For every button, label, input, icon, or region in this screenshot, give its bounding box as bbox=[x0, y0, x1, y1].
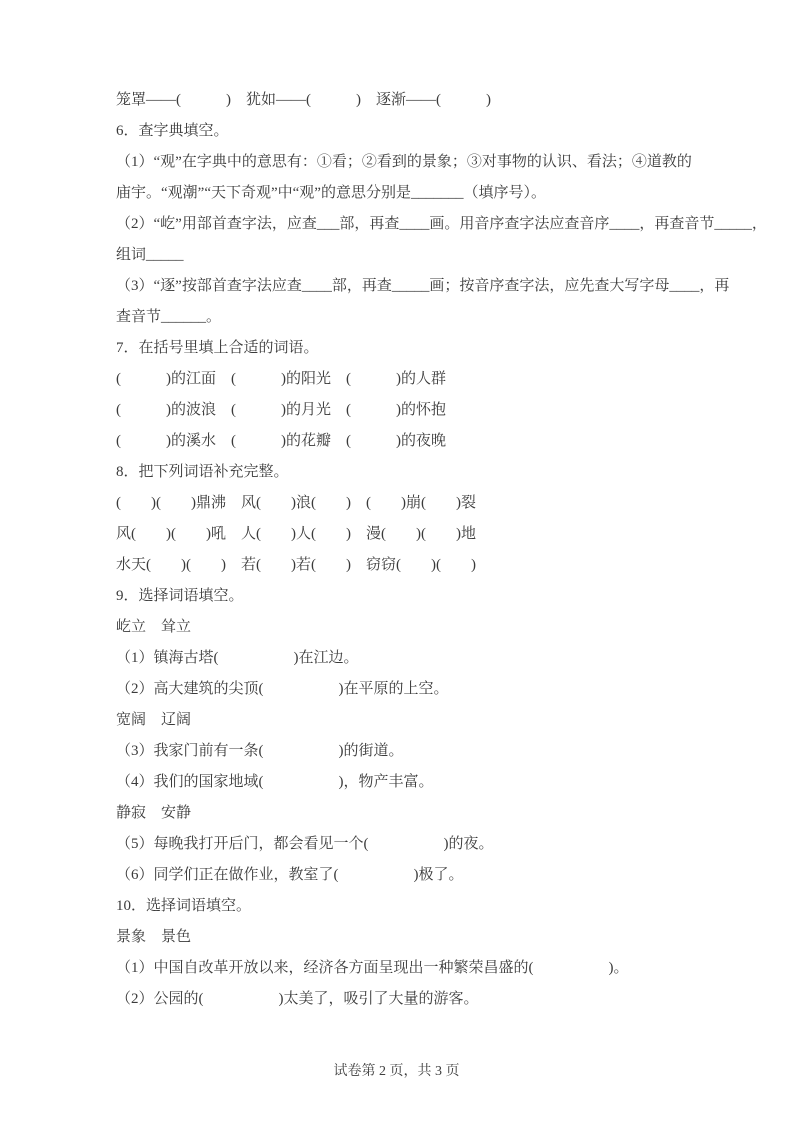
q9-item4: （4）我们的国家地域( )，物产丰富。 bbox=[116, 774, 434, 790]
q6-item2-line1: （2）“屹”用部首查字法，应查___部，再查____画。用音序查字法应查音序____，再查音节_____， bbox=[116, 216, 767, 232]
q8-row1: ( )( )鼎沸 风( )浪( ) ( )崩( )裂 bbox=[116, 495, 476, 511]
q9-item3: （3）我家门前有一条( )的街道。 bbox=[116, 743, 404, 759]
q10-title: 10．选择词语填空。 bbox=[116, 898, 252, 914]
q9-word-pair-3: 静寂 安静 bbox=[116, 805, 192, 821]
q9-item1: （1）镇海古塔( )在江边。 bbox=[116, 650, 359, 666]
q6-item2-line2: 组词_____ bbox=[116, 247, 184, 263]
q6-item1-line1: （1）“观”在字典中的意思有：①看；②看到的景象；③对事物的认识、看法；④道教的 bbox=[116, 154, 692, 170]
q9-item5: （5）每晚我打开后门，都会看见一个( )的夜。 bbox=[116, 836, 494, 852]
q10-word-pair-1: 景象 景色 bbox=[116, 929, 192, 945]
q9-item2: （2）高大建筑的尖顶( )在平原的上空。 bbox=[116, 681, 449, 697]
q6-title: 6．查字典填空。 bbox=[116, 123, 229, 139]
q9-word-pair-2: 宽阔 辽阔 bbox=[116, 712, 192, 728]
q10-item1: （1）中国自改革开放以来，经济各方面呈现出一种繁荣昌盛的( )。 bbox=[116, 960, 629, 976]
synonym-fill-line: 笼罩——( ) 犹如——( ) 逐渐——( ) bbox=[116, 92, 491, 108]
q10-item2: （2）公园的( )太美了，吸引了大量的游客。 bbox=[116, 991, 479, 1007]
q8-title: 8．把下列词语补充完整。 bbox=[116, 464, 289, 480]
q9-item6: （6）同学们正在做作业，教室了( )极了。 bbox=[116, 867, 464, 883]
q6-item3-line1: （3）“逐”按部首查字法应查____部，再查_____画；按音序查字法，应先查大写字母____，再 bbox=[116, 278, 730, 294]
q7-row1: ( )的江面 ( )的阳光 ( )的人群 bbox=[116, 371, 446, 387]
q7-row3: ( )的溪水 ( )的花瓣 ( )的夜晚 bbox=[116, 433, 446, 449]
q6-item1-line2: 庙宇。“观潮”“天下奇观”中“观”的意思分别是_______（填序号）。 bbox=[116, 185, 546, 201]
q7-title: 7．在括号里填上合适的词语。 bbox=[116, 340, 319, 356]
q8-row2: 风( )( )吼 人( )人( ) 漫( )( )地 bbox=[116, 526, 476, 542]
q7-row2: ( )的波浪 ( )的月光 ( )的怀抱 bbox=[116, 402, 446, 418]
q9-title: 9．选择词语填空。 bbox=[116, 588, 244, 604]
page-footer: 试卷第 2 页，共 3 页 bbox=[333, 1064, 460, 1079]
q8-row3: 水天( )( ) 若( )若( ) 窃窃( )( ) bbox=[116, 557, 476, 573]
q9-word-pair-1: 屹立 耸立 bbox=[116, 619, 192, 635]
q6-item3-line2: 查音节______。 bbox=[116, 309, 222, 325]
